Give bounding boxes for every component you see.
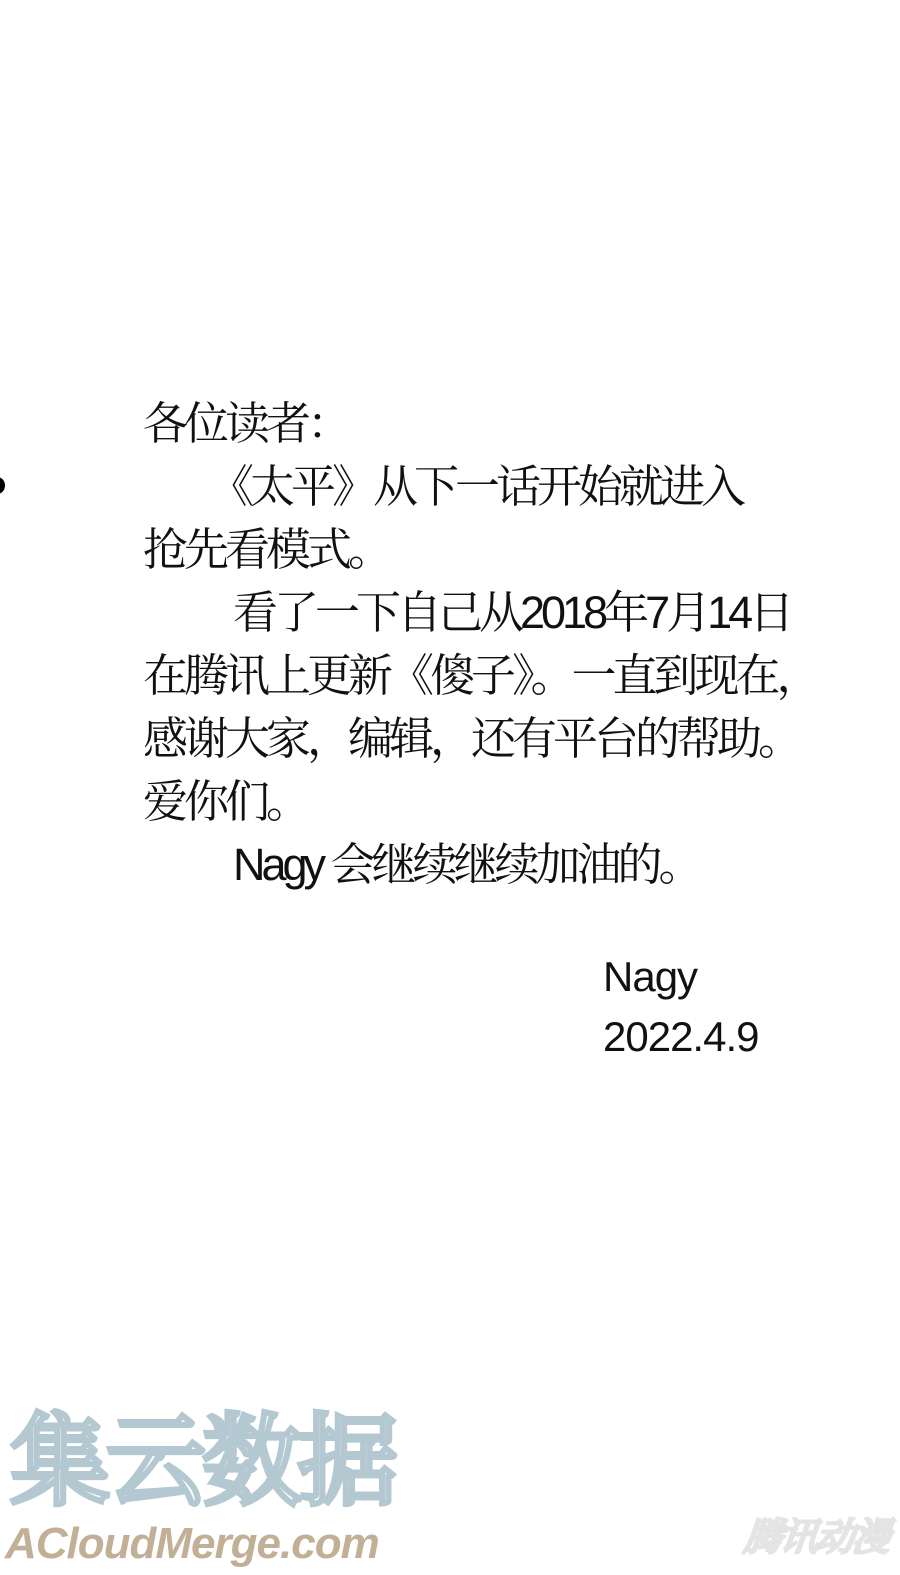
note-line: 爱你们。: [143, 776, 308, 827]
note-line: 各位读者：: [143, 398, 349, 449]
tencent-comics-logo: 腾讯动漫: [741, 1517, 891, 1559]
signature-name: Nagy: [603, 953, 698, 1000]
signature-block: [603, 947, 759, 1067]
edge-ink-artifact: [0, 477, 5, 494]
note-line: 抢先看模式。: [143, 524, 390, 575]
note-line: 看了一下自己从2018年7月14日: [233, 587, 791, 638]
note-line: Nagy 会继续继续加油的。: [233, 839, 700, 890]
watermark-site-name: 集云数据: [10, 1406, 394, 1518]
author-note: [143, 388, 863, 892]
note-line: 感谢大家，编辑，还有平台的帮助。: [143, 713, 800, 764]
watermark-site-url: ACloudMerge.com: [5, 1519, 379, 1568]
signature-date: 2022.4.9: [603, 1013, 759, 1060]
note-line: 《太平》从下一话开始就进入: [209, 461, 743, 512]
note-line: 在腾讯上更新《傻子》。一直到现在，: [143, 650, 818, 701]
